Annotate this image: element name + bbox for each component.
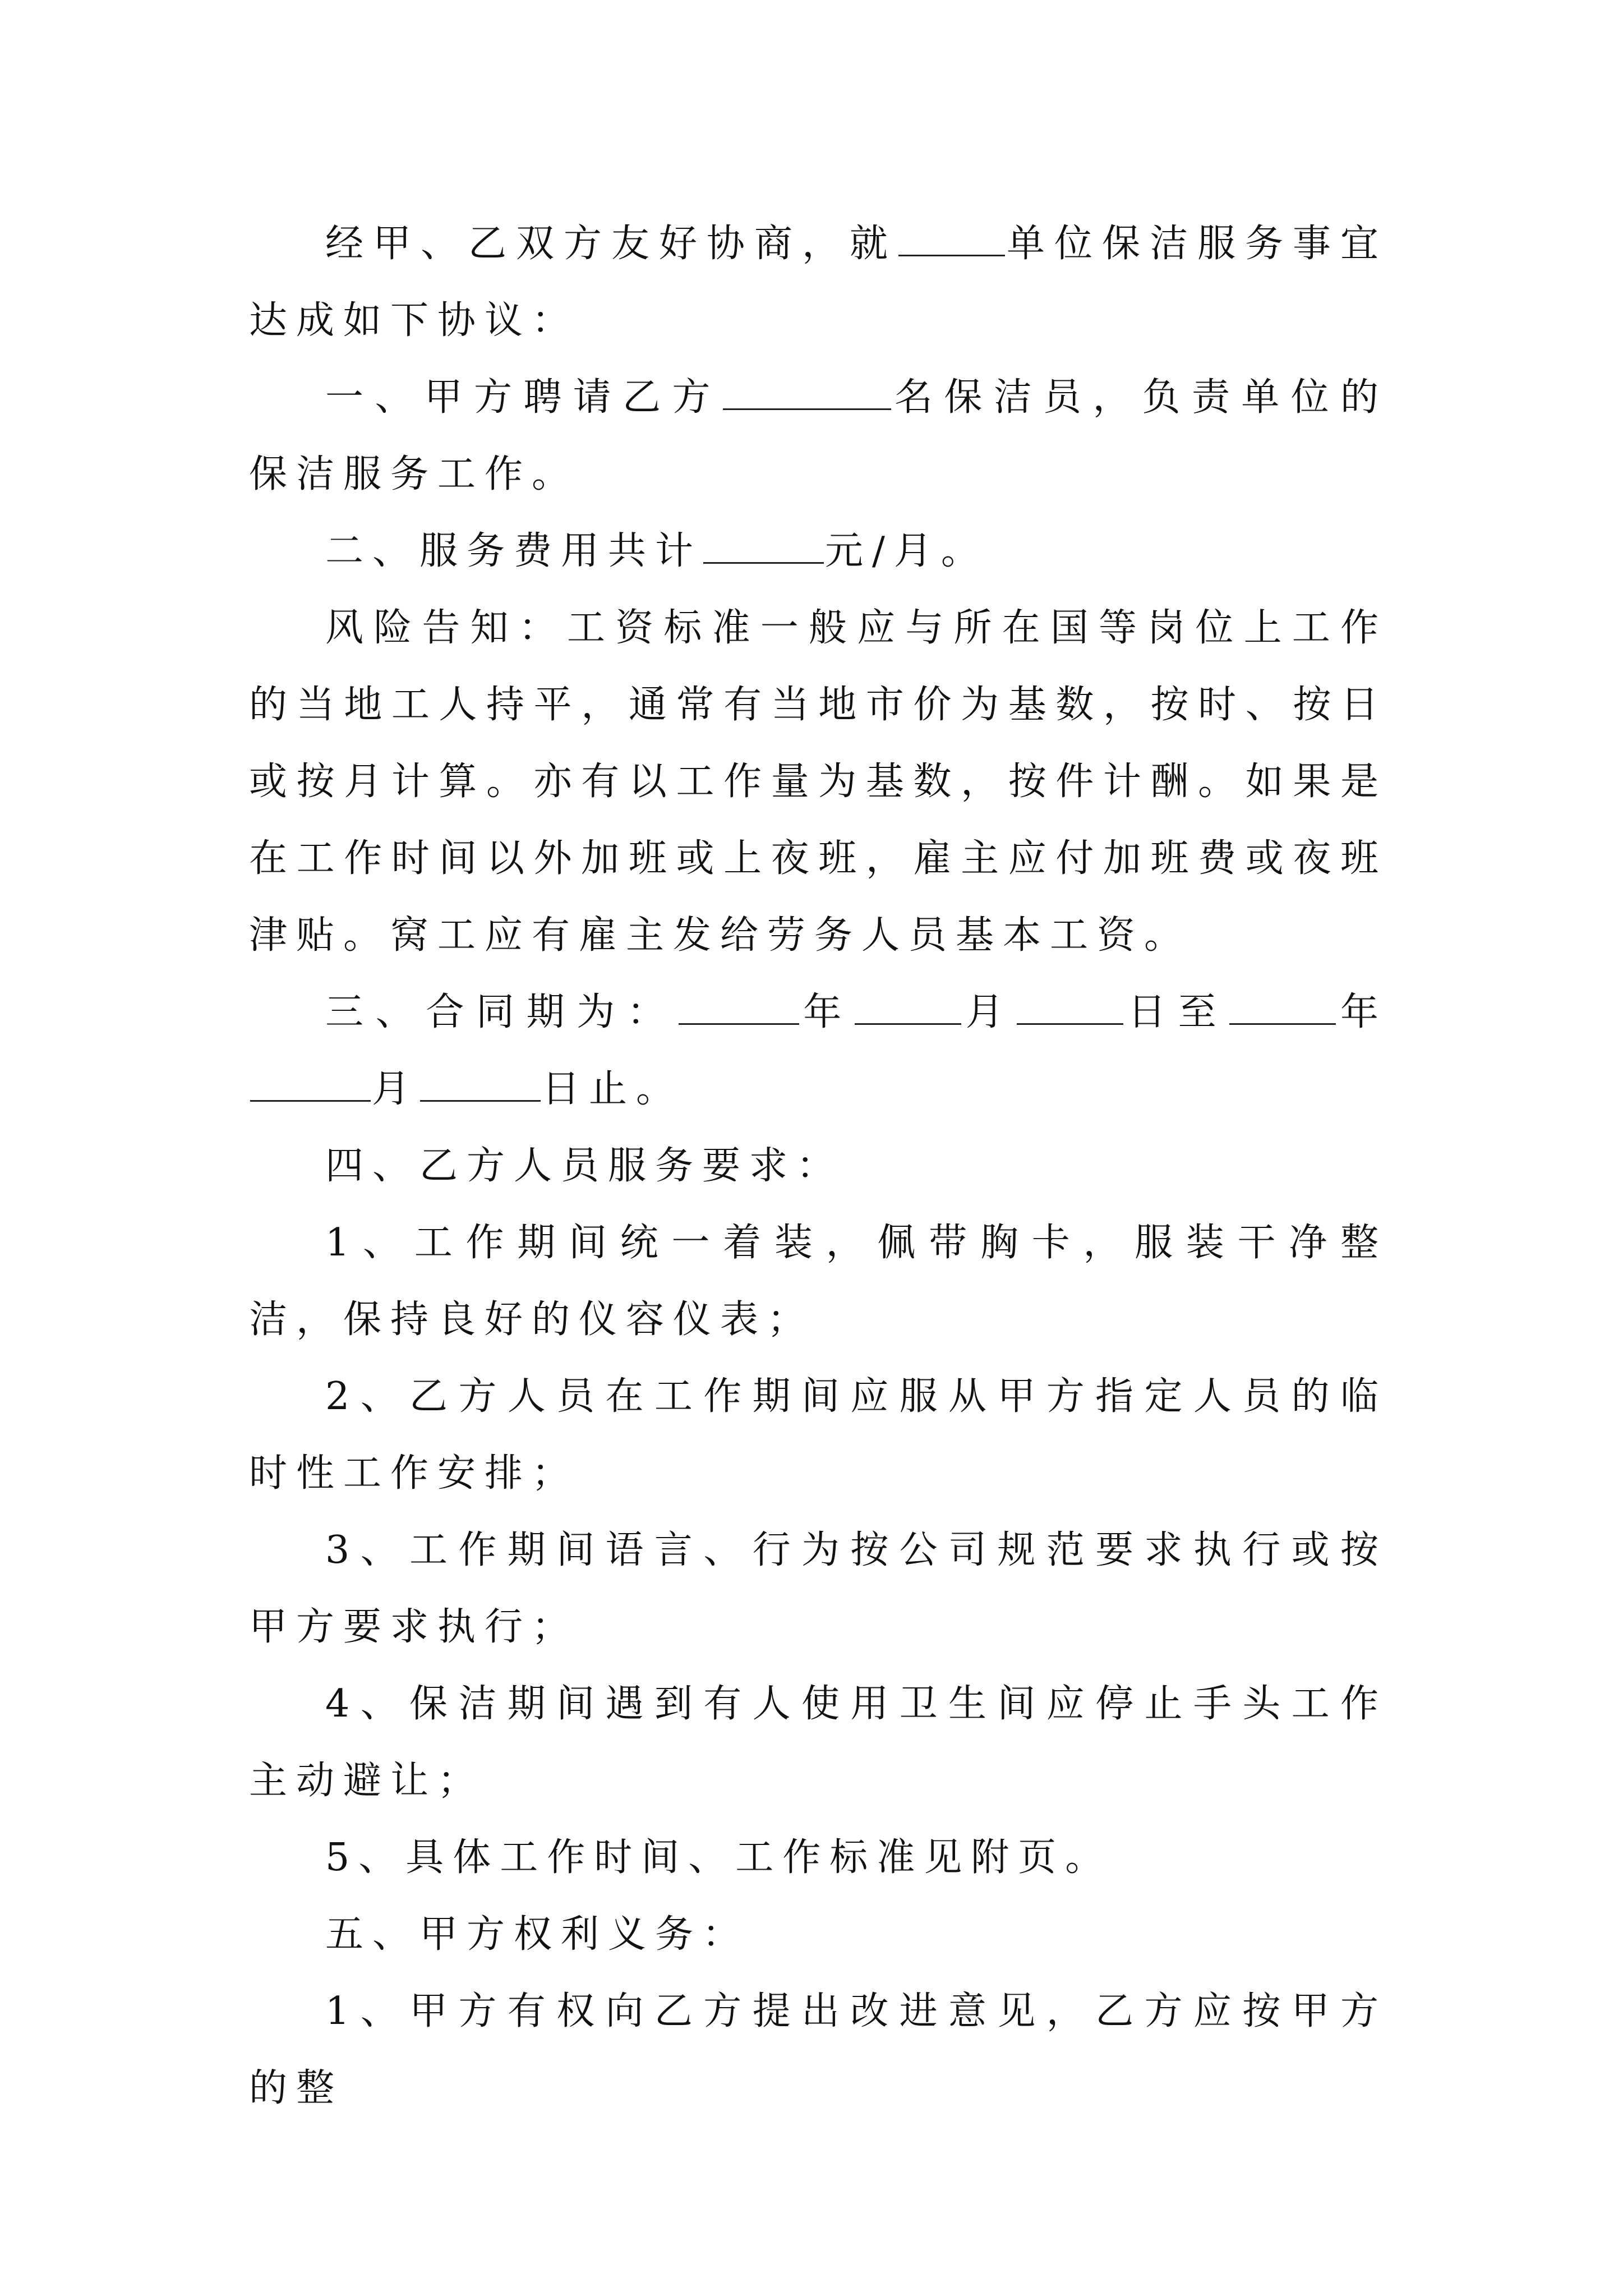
start-year-blank [679, 984, 799, 1025]
end-year-blank [1229, 984, 1336, 1025]
fee-amount-blank [703, 523, 824, 564]
requirement-1: 1、工作期间统一着装，佩带胸卡，服装干净整洁，保持良好的仪容仪表； [249, 1221, 1387, 1342]
end-year-label: 年 [1337, 990, 1387, 1034]
clause-4-heading: 四、乙方人员服务要求： [325, 1144, 844, 1188]
risk-notice: 风险告知：工资标准一般应与所在国等岗位上工作的当地工人持平，通常有当地市价为基数，按时、按日或按月计算。亦有以工作量为基数，按件计酬。如果是在工作时间以外加班或上夜班，雇主应付加班费或夜班津贴。窝工应有雇主发给劳务人员基本工资。 [249, 606, 1387, 958]
requirement-3: 3、工作期间语言、行为按公司规范要求执行或按甲方要求执行； [249, 1528, 1387, 1649]
start-year-label: 年 [800, 990, 854, 1034]
requirement-4: 4、保洁期间遇到有人使用卫生间应停止手头工作主动避让； [249, 1682, 1387, 1803]
clause-5-heading: 五、甲方权利义务： [325, 1912, 750, 1957]
cleaner-count-blank [723, 369, 891, 410]
term-label: 三、合同期为： [325, 990, 677, 1034]
clause-1-text-start: 一、甲方聘请乙方 [325, 375, 722, 420]
start-day-label: 日至 [1124, 990, 1229, 1034]
unit-name-blank [898, 215, 1005, 256]
contract-body [249, 205, 1387, 2127]
party-a-right-1: 1、甲方有权向乙方提出改进意见，乙方应按甲方的整 [249, 1989, 1387, 2110]
clause-3 [249, 974, 1387, 1128]
start-month-label: 月 [962, 990, 1016, 1034]
clause-1 [249, 359, 1387, 513]
requirement-5: 5、具体工作时间、工作标准见附页。 [325, 1835, 1113, 1880]
intro-text-start: 经甲、乙双方友好协商，就 [325, 222, 897, 266]
clause-2-text-end: 元/月。 [825, 529, 988, 573]
requirement-2: 2、乙方人员在工作期间应服从甲方指定人员的临时性工作安排； [249, 1374, 1387, 1496]
end-day-blank [420, 1061, 541, 1102]
end-day-label: 日止。 [542, 1067, 684, 1111]
end-month-label: 月 [372, 1067, 419, 1111]
end-month-blank [250, 1061, 371, 1102]
clause-2 [249, 513, 1387, 590]
start-month-blank [855, 984, 961, 1025]
clause-2-text-start: 二、服务费用共计 [325, 529, 703, 573]
paragraph-intro [249, 205, 1387, 359]
intro-text-end: 单位保洁服务事宜达成如下协议： [249, 222, 1387, 343]
clause-1-text-end: 名保洁员，负责单位的保洁服务工作。 [249, 375, 1387, 496]
start-day-blank [1017, 984, 1123, 1025]
